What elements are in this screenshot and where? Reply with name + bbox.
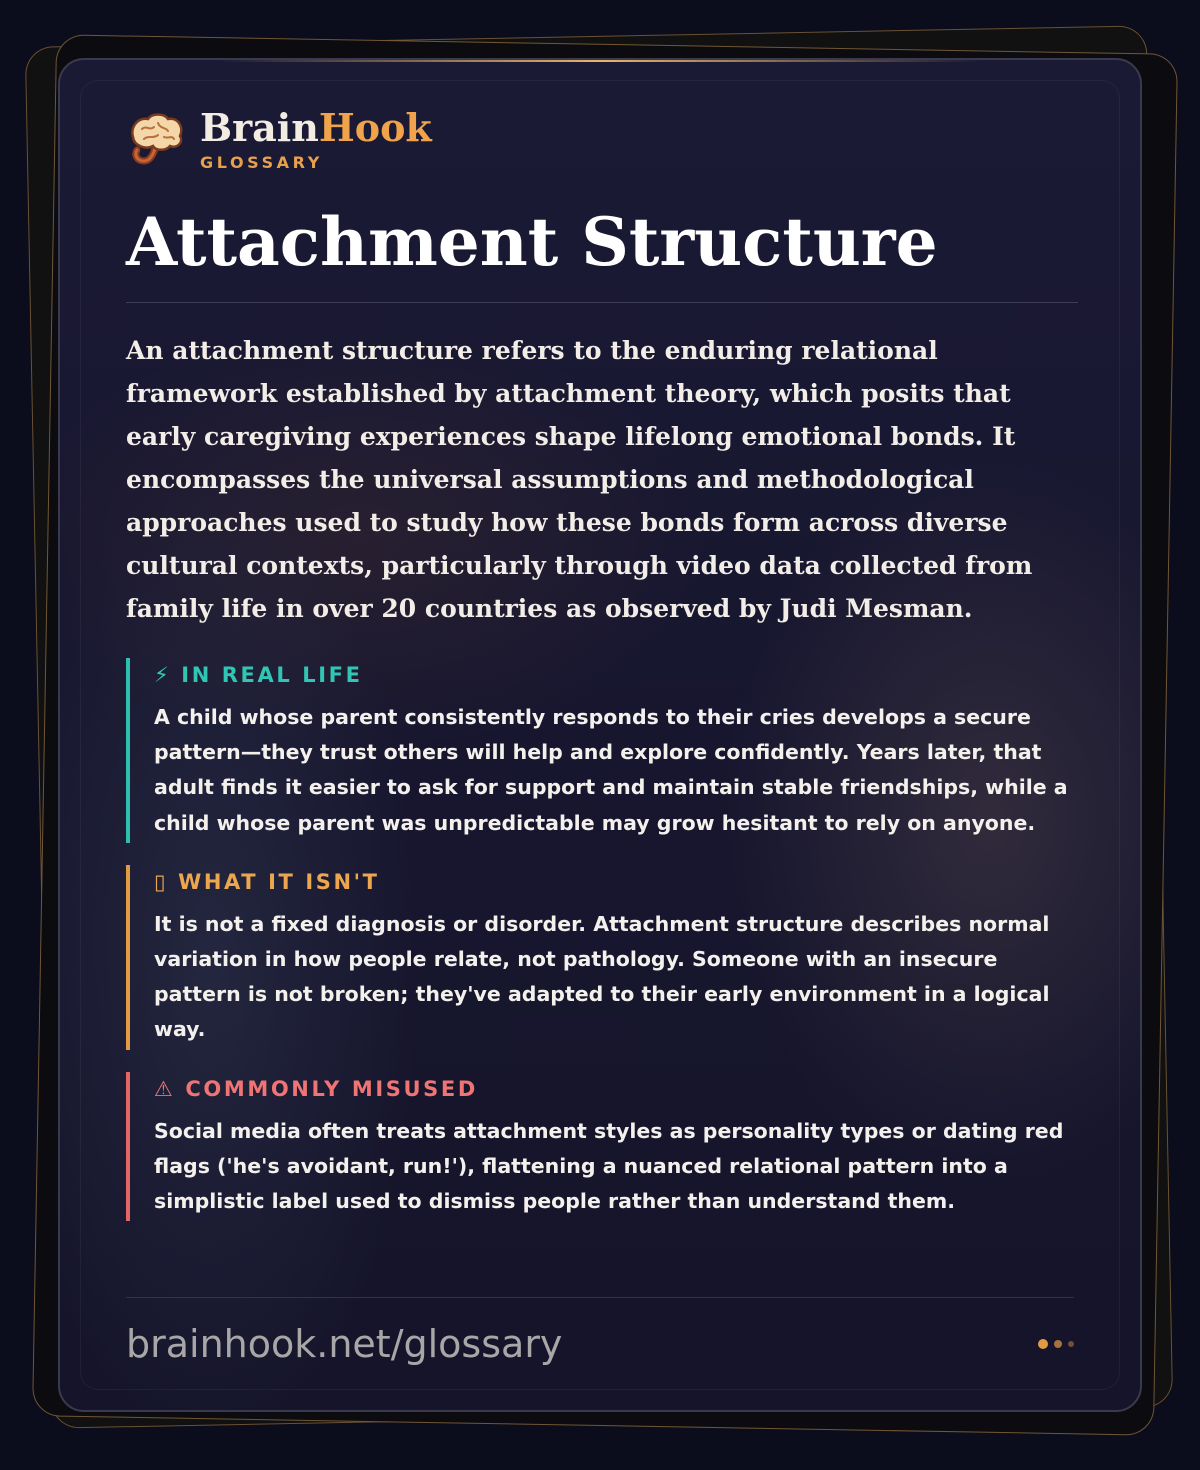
- pagination-dots: [1032, 1339, 1074, 1349]
- section-in-real-life: [126, 658, 1078, 843]
- section-title: [154, 865, 1078, 897]
- card-content: [126, 104, 1078, 1221]
- section-title: [154, 1072, 1078, 1104]
- title-divider: [126, 302, 1078, 303]
- section-what-it-isnt: [126, 865, 1078, 1050]
- pagination-dot: [1054, 1340, 1062, 1348]
- section-title-label: COMMONLY MISUSED: [185, 1076, 478, 1101]
- brand-name-part1: Brain: [200, 104, 319, 150]
- section-text: It is not a fixed diagnosis or disorder. Attachment structure describes normal variation in how people relate, not pathology. Someone with an insecure pattern is not broken; they've adapted to their early environment in a logical way.: [154, 911, 1050, 1042]
- term-title: Attachment Structure: [126, 203, 938, 281]
- footer-url-link[interactable]: brainhook.net/glossary: [126, 1322, 563, 1366]
- lightning-icon: ⚡: [154, 663, 172, 687]
- pagination-dot-active: [1038, 1339, 1048, 1349]
- section-commonly-misused: [126, 1072, 1078, 1222]
- card-footer: [126, 1297, 1074, 1366]
- card-top-accent: [220, 60, 980, 62]
- brain-hook-logo-icon: [126, 109, 186, 169]
- section-title-label: IN REAL LIFE: [181, 663, 363, 687]
- brand-name-part2: Hook: [318, 104, 432, 150]
- brand-name: [200, 104, 432, 150]
- brand-header: [126, 104, 1078, 174]
- term-definition: An attachment structure refers to the enduring relational framework established by attachment theory, which posits that early caregiving experiences shape lifelong emotional bonds. It encompasses the universal assumptions and methodological approaches used to study how these bonds form across diverse cultural contexts, particularly through video data collected from family life in over 20 countries as observed by Judi Mesman.: [126, 336, 1033, 623]
- brand-text: [200, 104, 432, 172]
- section-title: [154, 658, 1078, 690]
- section-title-label: WHAT IT ISN'T: [178, 869, 380, 894]
- brand-subtitle: GLOSSARY: [200, 152, 323, 172]
- warning-icon: ⚠: [154, 1076, 176, 1101]
- pagination-dot: [1068, 1341, 1074, 1347]
- section-text: A child whose parent consistently responds to their cries develops a secure pattern—they trust others will help and explore confidently. Years later, that adult finds it easier to ask for support and maintain stable friendships, while a child whose parent was unpredictable may grow hesitant to rely on anyone.: [154, 705, 1068, 835]
- glossary-card: [58, 58, 1142, 1412]
- section-text: Social media often treats attachment styles as personality types or dating red flags ('he's avoidant, run!'), flattening a nuanced relational pattern into a simplistic label used to dismiss people rather than understand them.: [154, 1118, 1064, 1214]
- placeholder-glyph-icon: ▯: [154, 869, 169, 894]
